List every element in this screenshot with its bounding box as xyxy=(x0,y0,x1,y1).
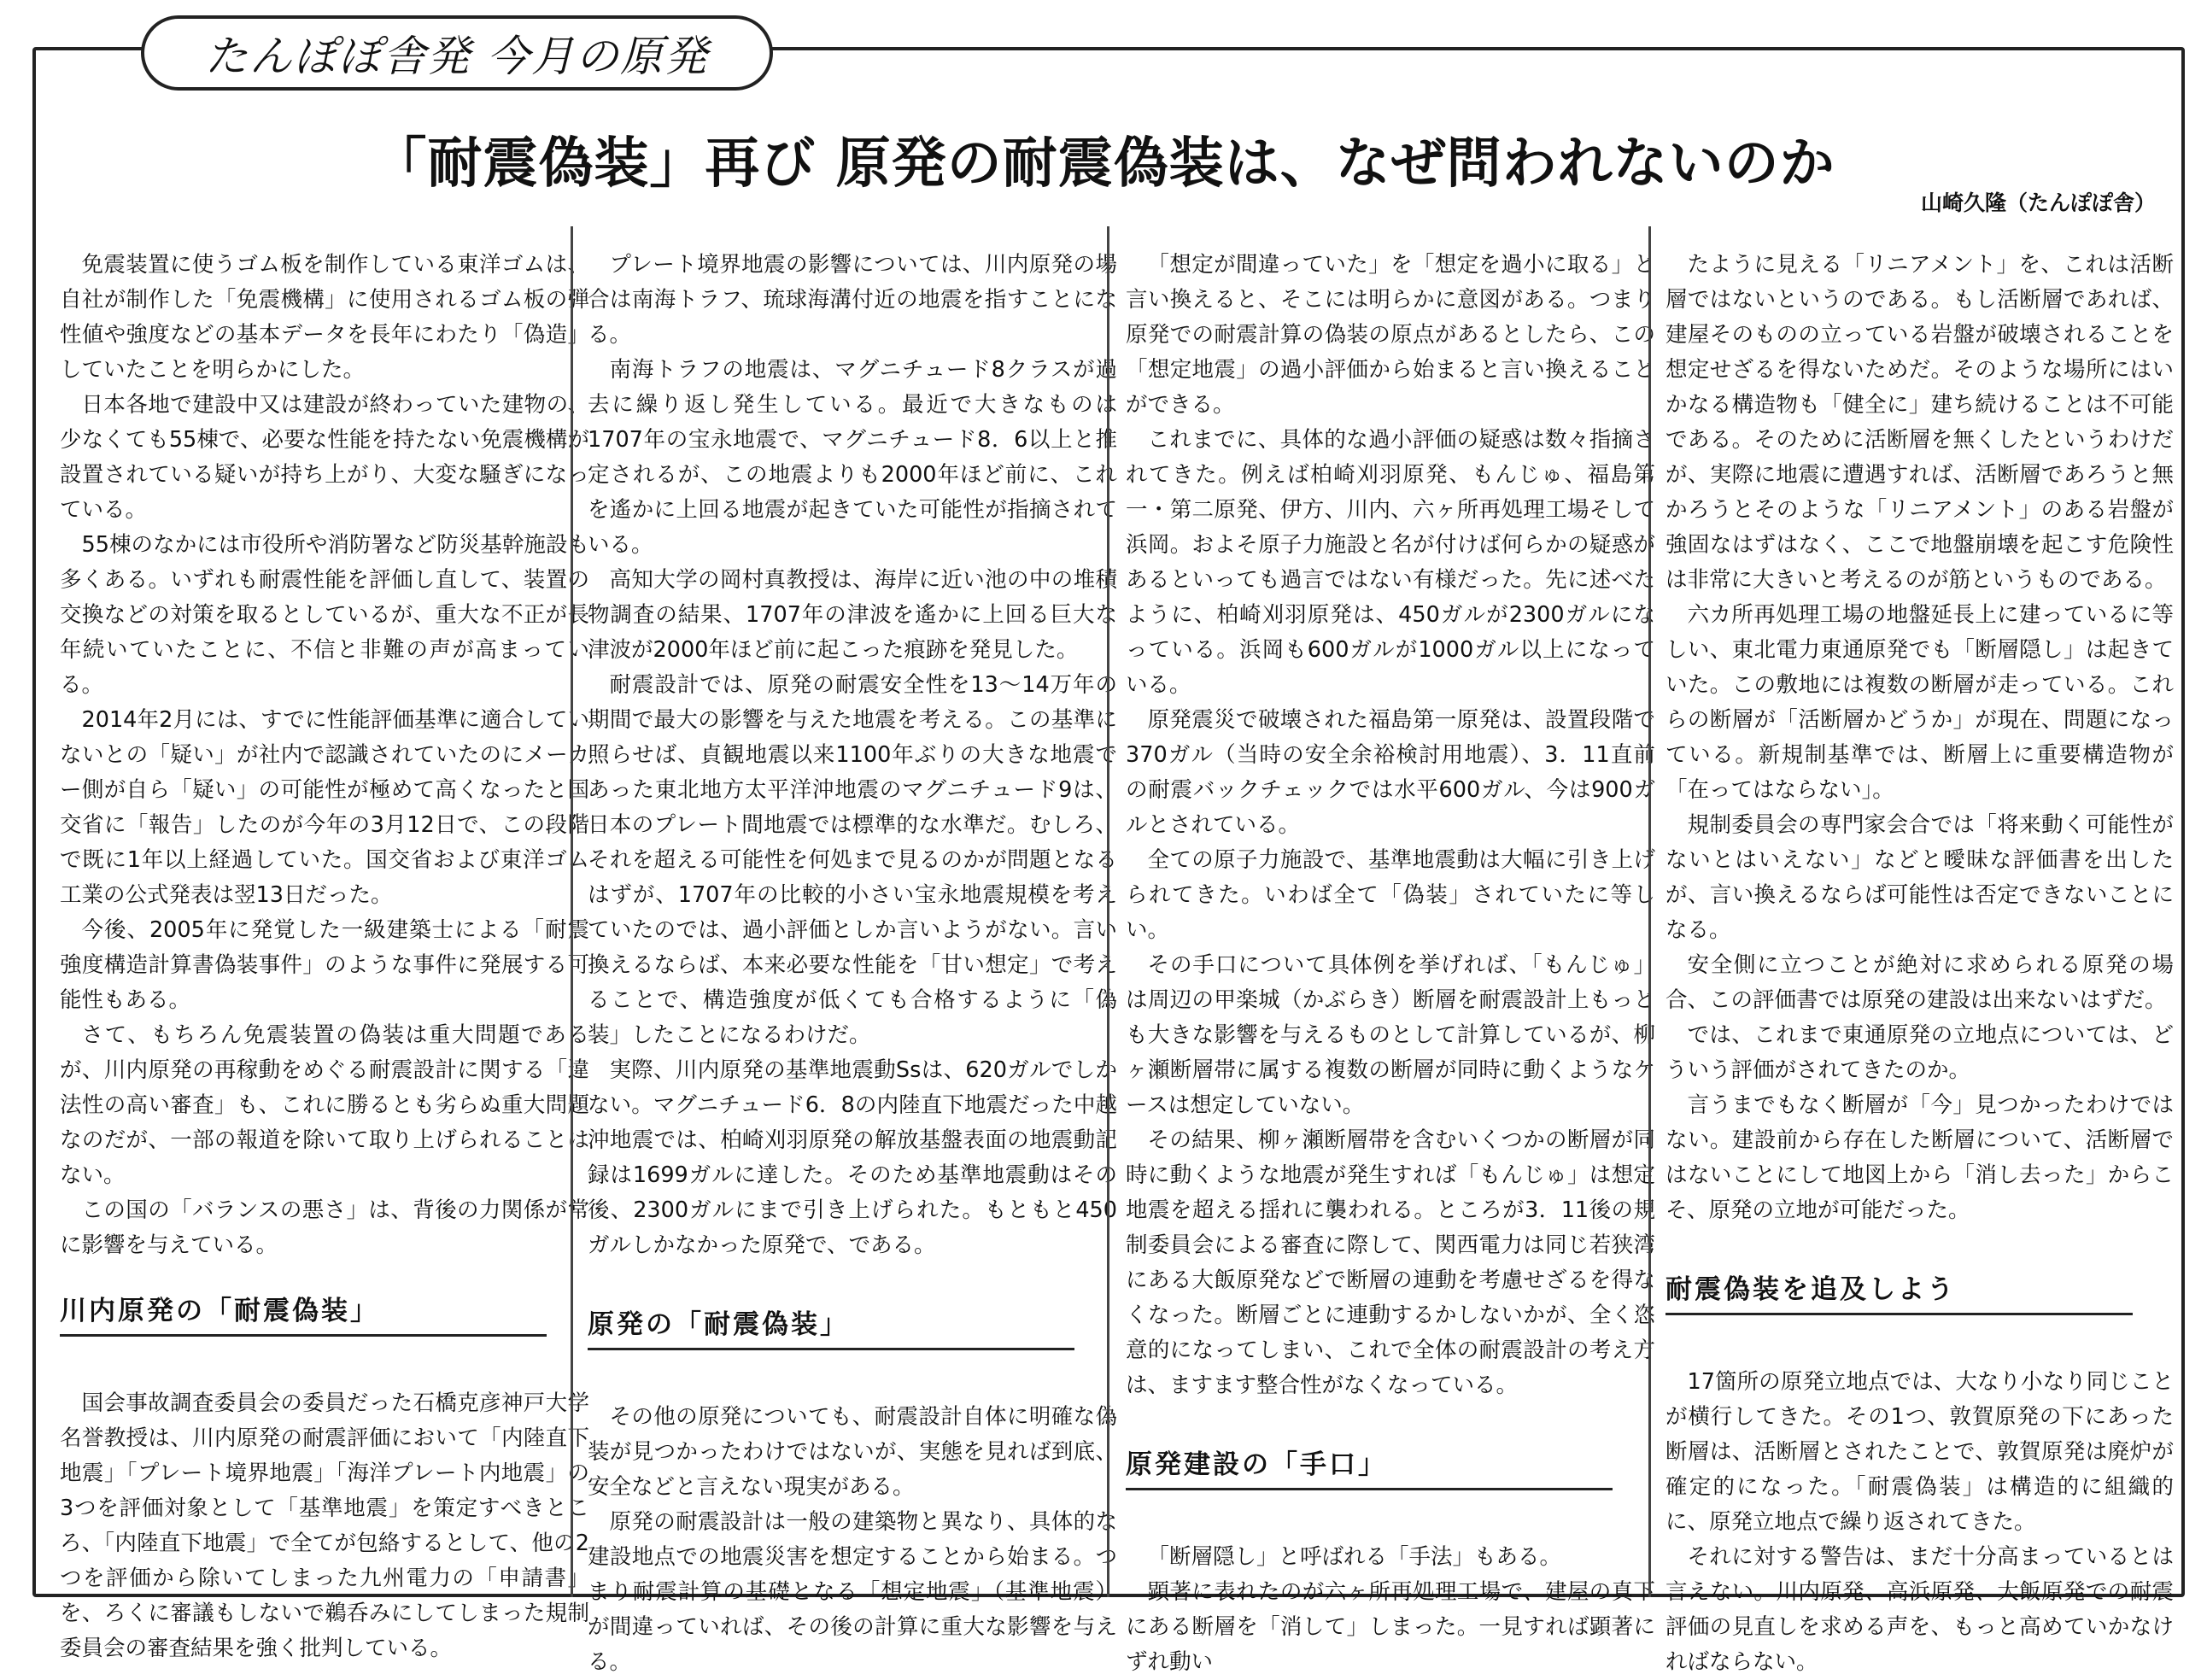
paragraph: 「断層隠し」と呼ばれる「手法」もある。 xyxy=(1147,1544,1562,1570)
paragraph: 顕著に表れたのが六ヶ所再処理工場で、建屋の真下にある断層を「消して」しまった。一見すれば顕著にずれ動い xyxy=(1126,1579,1655,1675)
paragraph: 原発震災で破壊された福島第一原発は、設置段階で370ガル（当時の安全余裕検討用地震）、3．11直前の耐震バックチェックでは水平600ガル、今は900ガルとされている。 xyxy=(1126,707,1655,838)
paragraph: 六カ所再処理工場の地盤延長上に建っているに等しい、東北電力東通原発でも「断層隠し」は起きていた。この敷地には複数の断層が走っている。これらの断層が「活断層かどうか」が現在、問題になっている。新規制基準では、断層上に重要構造物が「在ってはならない」。 xyxy=(1665,602,2174,803)
paragraph: 高知大学の岡村真教授は、海岸に近い池の中の堆積物調査の結果、1707年の津波を遙かに上回る巨大な津波が2000年ほど前に起こった痕跡を発見した。 xyxy=(588,567,1117,663)
paragraph: その手口について具体例を挙げれば、「もんじゅ」は周辺の甲楽城（かぶらき）断層を耐震設計上もっとも大きな影響を与えるものとして計算しているが、柳ヶ瀬断層帯に属する複数の断層が同時に動くようなケースは想定していない。 xyxy=(1126,952,1655,1118)
paragraph: 55棟のなかには市役所や消防署など防災基幹施設も多くある。いずれも耐震性能を評価し直して、装置の交換などの対策を取るとしているが、重大な不正が長年続いていたことに、不信と非難の声が高まっている。 xyxy=(60,532,589,698)
paragraph: 南海トラフの地震は、マグニチュード8クラスが過去に繰り返し発生している。最近で大きなものは1707年の宝永地震で、マグニチュード8．6以上と推定されるが、この地震よりも2000年ほど前に、これを遙かに上回る地震が起きていた可能性が指摘されている。 xyxy=(588,357,1117,558)
paragraph: 免震装置に使うゴム板を制作している東洋ゴムは、自社が制作した「免震機構」に使用されるゴム板の弾性値や強度などの基本データを長年にわたり「偽造」していたことを明らかにした。 xyxy=(60,252,589,383)
paragraph: それに対する警告は、まだ十分高まっているとは言えない。川内原発、高浜原発、大飯原発での耐震評価の見直しを求める声を、もっと高めていかなければならない。 xyxy=(1665,1544,2174,1675)
paragraph: 日本各地で建設中又は建設が終わっていた建物の、少なくても55棟で、必要な性能を持たない免震機構が設置されている疑いが持ち上がり、大変な騒ぎになっている。 xyxy=(60,392,589,523)
paragraph: 言うまでもなく断層が「今」見つかったわけではない。建設前から存在した断層について、活断層ではないことにして地図上から「消し去った」からこそ、原発の立地が可能だった。 xyxy=(1665,1092,2174,1223)
column-2 xyxy=(588,248,1117,1680)
section-heading: 原発建設の「手口」 xyxy=(1126,1448,1613,1490)
paragraph: 実際、川内原発の基準地震動Ssは、620ガルでしかない。マグニチュード6．8の内陸直下地震だった中越沖地震では、柏崎刈羽原発の解放基盤表面の地震動記録は1699ガルに達した。そのため基準地震動はその後、2300ガルにまで引き上げられた。もともと450ガルしかなかった原発で、である。 xyxy=(588,1057,1117,1258)
paragraph: 国会事故調査委員会の委員だった石橋克彦神戸大学名誉教授は、川内原発の耐震評価において「内陸直下地震」「プレート境界地震」「海洋プレート内地震」の3つを評価対象として「基準地震」を策定すべきところ、「内陸直下地震」で全てが包絡するとして、他の2つを評価から除いてしまった九州電力の「申請書」を、ろくに審議もしないで鵜呑みにしてしまった規制委員会の審査結果を強く批判している。 xyxy=(60,1390,589,1661)
headline: 「耐震偽装」再び 原発の耐震偽装は、なぜ問われないのか xyxy=(372,132,1835,196)
column-divider xyxy=(1107,226,1109,1597)
author-byline: 山崎久隆（たんぽぽ舎） xyxy=(1920,190,2156,215)
section-heading: 川内原発の「耐震偽装」 xyxy=(60,1294,547,1337)
column-divider xyxy=(571,226,573,1597)
paragraph: 規制委員会の専門家会合では「将来動く可能性がないとはいえない」などと曖昧な評価書を出したが、言い換えるならば可能性は否定できないことになる。 xyxy=(1665,812,2174,943)
column-3 xyxy=(1126,248,1655,1680)
paragraph: 17箇所の原発立地点では、大なり小なり同じことが横行してきた。その1つ、敦賀原発の下にあった断層は、活断層とされたことで、敦賀原発は廃炉が確定的になった。「耐震偽装」は構造的に組織的に、原発立地点で繰り返されてきた。 xyxy=(1665,1369,2174,1535)
paragraph: 「想定が間違っていた」を「想定を過小に取る」と言い換えると、そこには明らかに意図がある。つまり原発での耐震計算の偽装の原点があるとしたら、この「想定地震」の過小評価から始まると言い換えることができる。 xyxy=(1126,252,1655,418)
paragraph: では、これまで東通原発の立地点については、どういう評価がされてきたのか。 xyxy=(1665,1022,2174,1083)
paragraph: プレート境界地震の影響については、川内原発の場合は南海トラフ、琉球海溝付近の地震を指すことになる。 xyxy=(588,252,1117,348)
column-divider xyxy=(1648,226,1651,1597)
section-heading: 耐震偽装を追及しよう xyxy=(1665,1273,2133,1315)
paragraph: さて、もちろん免震装置の偽装は重大問題であるが、川内原発の再稼動をめぐる耐震設計に関する「違法性の高い審査」も、これに勝るとも劣らぬ重大問題なのだが、一部の報道を除いて取り上げられることはない。 xyxy=(60,1022,589,1188)
column-1 xyxy=(60,248,589,1666)
paragraph: 今後、2005年に発覚した一級建築士による「耐震強度構造計算書偽装事件」のような事件に発展する可能性もある。 xyxy=(60,917,589,1013)
paragraph: この国の「バランスの悪さ」は、背後の力関係が常に影響を与えている。 xyxy=(60,1197,589,1258)
section-label: たんぽぽ舎発 今月の原発 xyxy=(141,15,773,91)
paragraph: その他の原発についても、耐震設計自体に明確な偽装が見つかったわけではないが、実態を見れば到底、安全などと言えない現実がある。 xyxy=(588,1404,1117,1500)
column-4 xyxy=(1665,248,2174,1680)
paragraph: その結果、柳ヶ瀬断層帯を含むいくつかの断層が同時に動くような地震が発生すれば「もんじゅ」は想定地震を超える揺れに襲われる。ところが3．11後の規制委員会による審査に際して、関西電力は同じ若狭湾にある大飯原発などで断層の連動を考慮せざるを得なくなった。断層ごとに連動するかしないかが、全く恣意的になってしまい、これで全体の耐震設計の考え方は、ますます整合性がなくなっている。 xyxy=(1126,1127,1655,1398)
paragraph: 2014年2月には、すでに性能評価基準に適合していないとの「疑い」が社内で認識されていたのにメーカー側が自ら「疑い」の可能性が極めて高くなったと国交省に「報告」したのが今年の3月12日で、この段階で既に1年以上経過していた。国交省および東洋ゴム工業の公式発表は翌13日だった。 xyxy=(60,707,589,908)
paragraph: 原発の耐震設計は一般の建築物と異なり、具体的な建設地点での地震災害を想定することから始まる。つまり耐震計算の基礎となる「想定地震」（基準地震）が間違っていれば、その後の計算に重大な影響を与える。 xyxy=(588,1509,1117,1675)
paragraph: たように見える「リニアメント」を、これは活断層ではないというのである。もし活断層であれば、建屋そのものの立っている岩盤が破壊されることを想定せざるを得ないためだ。そのような場所にはいかなる構造物も「健全に」建ち続けることは不可能である。そのために活断層を無くしたというわけだが、実際に地震に遭遇すれば、活断層であろうと無かろうとそのような「リニアメント」のある岩盤が強固なはずはなく、ここで地盤崩壊を起こす危険性は非常に大きいと考えるのが筋というものである。 xyxy=(1665,252,2174,593)
paragraph: これまでに、具体的な過小評価の疑惑は数々指摘されてきた。例えば柏崎刈羽原発、もんじゅ、福島第一・第二原発、伊方、川内、六ヶ所再処理工場そして浜岡。およそ原子力施設と名が付けば何らかの疑惑があるといっても過言ではない有様だった。先に述べたように、柏崎刈羽原発は、450ガルが2300ガルになっている。浜岡も600ガルが1000ガル以上になっている。 xyxy=(1126,427,1655,698)
paragraph: 安全側に立つことが絶対に求められる原発の場合、この評価書では原発の建設は出来ないはずだ。 xyxy=(1665,952,2174,1013)
paragraph: 耐震設計では、原発の耐震安全性を13～14万年の期間で最大の影響を与えた地震を考える。この基準に照らせば、貞観地震以来1100年ぶりの大きな地震であった東北地方太平洋沖地震のマグニチュード9は、日本のプレート間地震では標準的な水準だ。むしろ、それを超える可能性を何処まで見るのかが問題となるはずが、1707年の比較的小さい宝永地震規模を考えていたのでは、過小評価としか言いようがない。言い換えるならば、本来必要な性能を「甘い想定」で考えることで、構造強度が低くても合格するように「偽装」したことになるわけだ。 xyxy=(588,672,1117,1048)
paragraph: 全ての原子力施設で、基準地震動は大幅に引き上げられてきた。いわば全て「偽装」されていたに等しい。 xyxy=(1126,847,1655,943)
section-heading: 原発の「耐震偽装」 xyxy=(588,1308,1074,1350)
